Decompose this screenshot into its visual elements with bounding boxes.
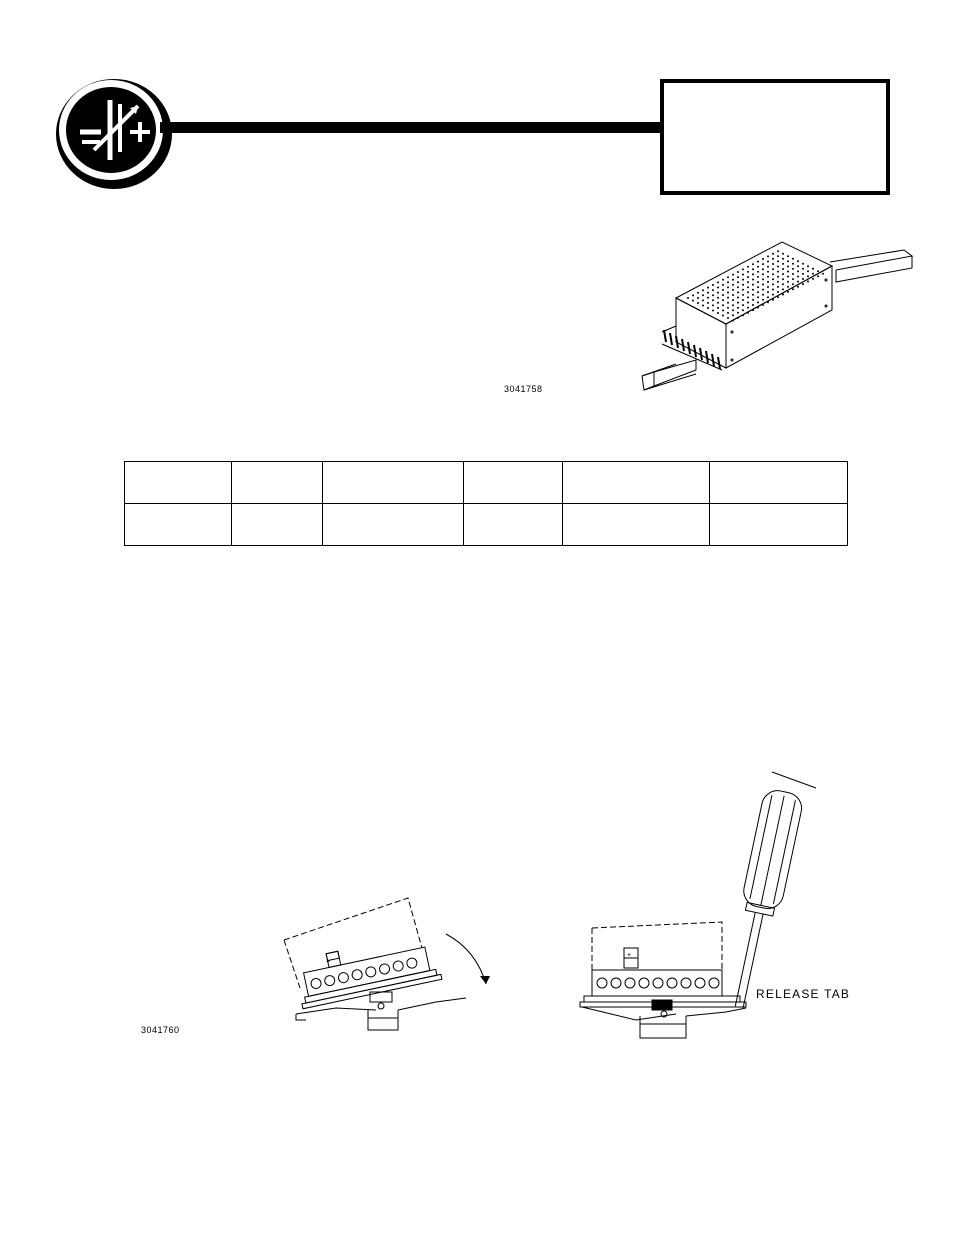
header-rule xyxy=(160,122,662,133)
table-cell xyxy=(232,462,323,504)
table-cell xyxy=(710,462,848,504)
table-cell xyxy=(563,462,710,504)
svg-text:+: + xyxy=(326,959,331,966)
mounting-figure-id: 3041760 xyxy=(141,1025,180,1035)
din-rail-install-illustration xyxy=(276,888,512,1038)
product-figure-id: 3041758 xyxy=(504,384,543,394)
table-cell xyxy=(125,504,232,546)
title-box xyxy=(660,79,890,195)
table-cell xyxy=(563,504,710,546)
kepco-logo-icon xyxy=(54,76,176,192)
table-cell xyxy=(323,462,464,504)
table-row xyxy=(125,462,848,504)
table-row xyxy=(125,504,848,546)
svg-text:+: + xyxy=(627,952,632,959)
table-cell xyxy=(125,462,232,504)
table-cell xyxy=(710,504,848,546)
release-tab-label: RELEASE TAB xyxy=(756,987,851,1001)
table-cell xyxy=(232,504,323,546)
table-cell xyxy=(323,504,464,546)
table-cell xyxy=(464,504,563,546)
spec-table xyxy=(124,461,848,546)
din-rail-removal-illustration xyxy=(576,762,876,1052)
product-module-illustration xyxy=(636,236,916,400)
table-cell xyxy=(464,462,563,504)
